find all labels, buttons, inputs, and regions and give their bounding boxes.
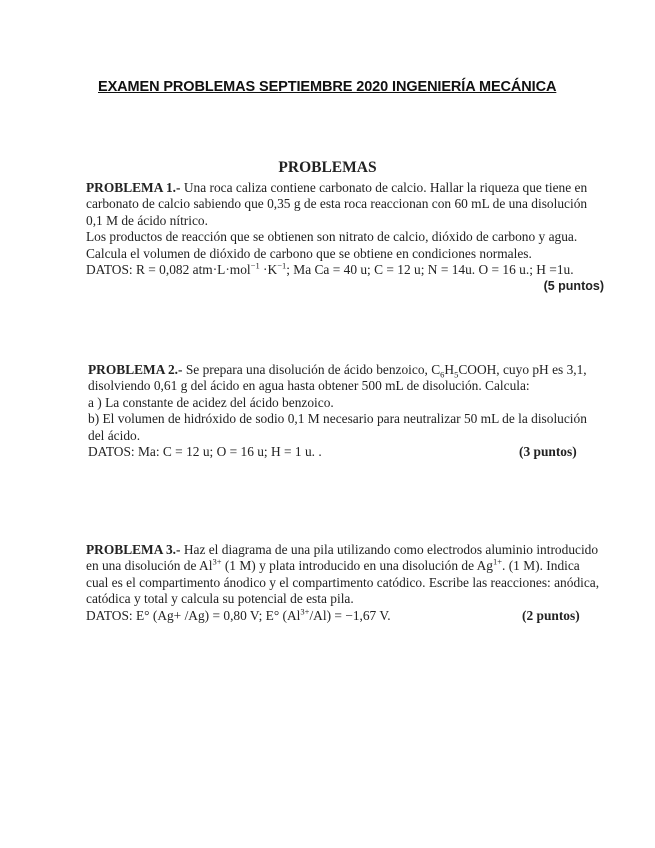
- problem-3-datos-row: [86, 608, 616, 624]
- problem-1: [86, 180, 606, 295]
- problem-2: [88, 362, 588, 460]
- problem-1-line-2: carbonato de calcio sabiendo que 0,35 g de esta roca reaccionan con 60 mL de una disolución: [86, 196, 588, 212]
- problem-2-line-4: b) El volumen de hidróxido de sodio 0,1 M necesario para neutralizar 50 mL de la disolución: [88, 411, 587, 427]
- problem-2-datos-row: [88, 444, 588, 460]
- problem-1-datos: DATOS: R = 0,082 $atm\cdot L\cdot mol^{-1} \cdot K^{-1}$; Ma Ca = 40 u; C = 12 u; N = 14u. O = 16 u.; H =1u.: [86, 260, 574, 278]
- section-title: PROBLEMAS: [278, 159, 377, 176]
- problem-1-line-4: Los productos de reacción que se obtienen son nitrato de calcio, dióxido de carbono y agua.: [86, 229, 578, 245]
- problem-1-points: (5 puntos): [543, 279, 604, 294]
- problem-1-line-1: PROBLEMA 1.- Una roca caliza contiene carbonato de calcio. Hallar la riqueza que tiene en: [86, 180, 588, 195]
- problem-2-label: PROBLEMA 2.-: [88, 362, 183, 377]
- problem-2-datos: DATOS: Ma: C = 12 u; O = 16 u; H = 1 u. .: [88, 444, 322, 460]
- problem-3-line-4: catódica y total y calcula su potencial de esta pila.: [86, 591, 354, 607]
- problem-3-line-2: en una disolución de $Al^{3+}$ (1 M) y plata introducido en una disolución de $Ag^{1+}$. (1 M). Indica: [86, 556, 580, 574]
- exam-heading: EXAMEN PROBLEMAS SEPTIEMBRE 2020 INGENIERÍA MECÁNICA: [98, 79, 557, 95]
- problem-2-line-3: a ) La constante de acidez del ácido benzoico.: [88, 394, 334, 410]
- problem-1-line-3: 0,1 M de ácido nítrico.: [86, 212, 208, 228]
- problem-3-points: (2 puntos): [522, 607, 580, 623]
- problem-2-points: (3 puntos): [519, 444, 577, 460]
- problem-3-line-1: PROBLEMA 3.- Haz el diagrama de una pila utilizando como electrodos aluminio introducido: [86, 542, 599, 557]
- problem-2-line-2: disolviendo 0,61 g del ácido en agua hasta obtener 500 mL de disolución. Calcula:: [88, 378, 530, 394]
- problem-2-line-1: PROBLEMA 2.- Se prepara una disolución de ácido benzoico, $C_6H_5COOH$, cuyo pH es 3,1,: [88, 362, 587, 380]
- problem-1-label: PROBLEMA 1.-: [86, 180, 181, 195]
- problem-3-label: PROBLEMA 3.-: [86, 542, 181, 557]
- problem-3-line-3: cual es el compartimento ánodico y el compartimento catódico. Escribe las reacciones: anódica,: [86, 574, 600, 590]
- problem-2-line-5: del ácido.: [88, 427, 141, 443]
- problem-3: [86, 542, 616, 624]
- problem-1-line-5: Calcula el volumen de dióxido de carbono que se obtiene en condiciones normales.: [86, 245, 532, 261]
- problem-3-datos: DATOS: E° (Ag+ /Ag) = 0,80 V; E° $(Al^{3+}/Al) = -1,67$ V.: [86, 606, 391, 623]
